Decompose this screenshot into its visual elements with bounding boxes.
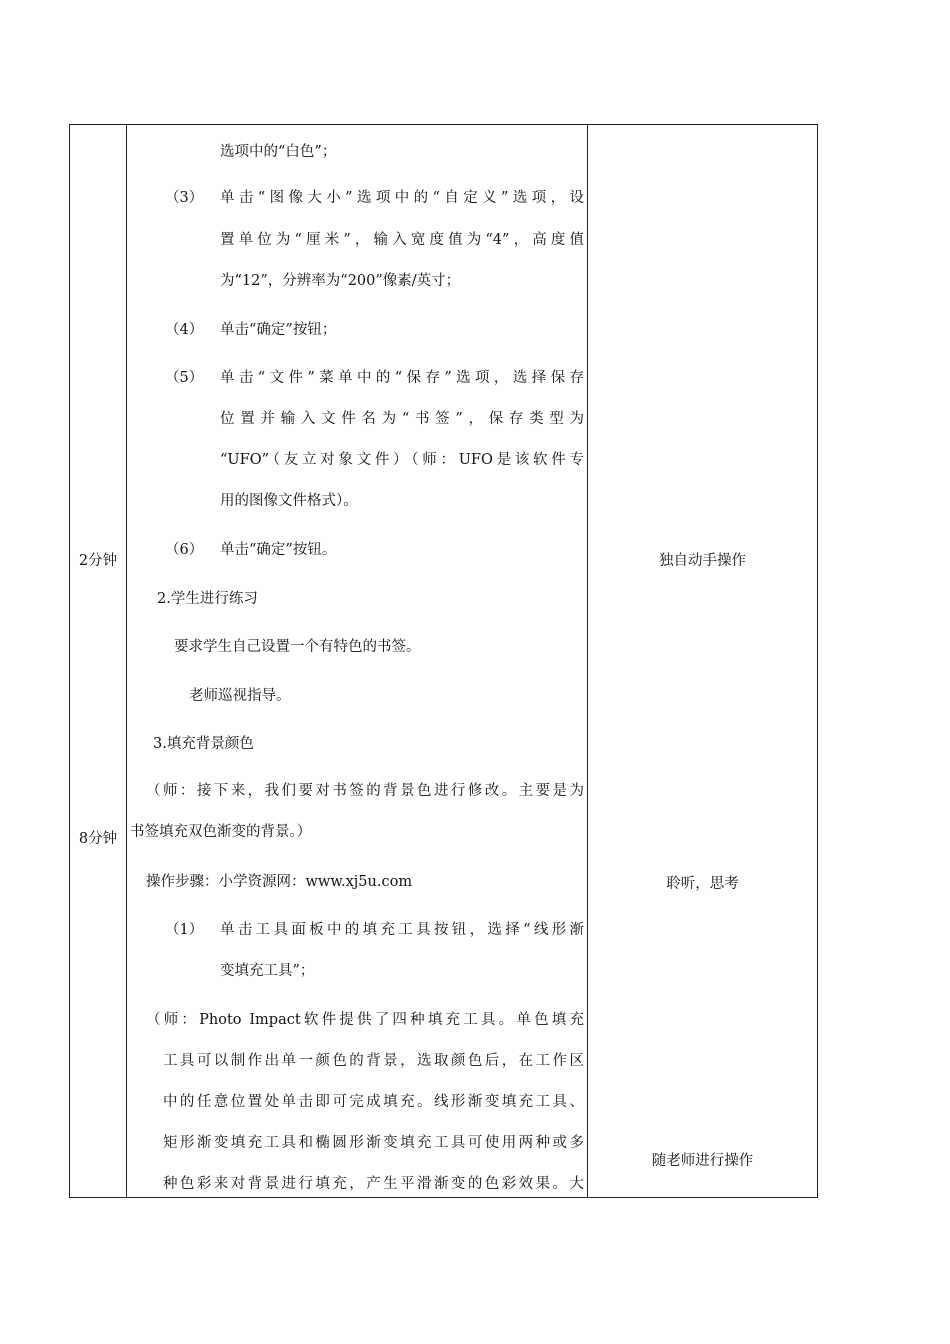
content-line: 单击工具面板中的填充工具按钮，选择“线形渐 (220, 922, 584, 938)
content-line: （师：接下来，我们要对书签的背景色进行修改。主要是为 (146, 783, 584, 799)
content-line: 用的图像文件格式）。 (220, 493, 358, 509)
section-heading: 3.填充背景颜色 (153, 736, 254, 752)
step-number: （3） (165, 190, 204, 206)
content-line: 单击“确定”按钮； (220, 322, 337, 338)
student-activity-1: 独自动手操作 (659, 553, 746, 569)
table-border-bottom (69, 1197, 818, 1198)
content-line: 位置并输入文件名为“书签”，保存类型为 (220, 411, 584, 427)
student-activity-2: 聆听，思考 (666, 876, 739, 892)
student-activity-3: 随老师进行操作 (651, 1153, 754, 1169)
time-cell-2min: 2分钟 (78, 553, 118, 569)
content-line: 选项中的“白色”； (220, 144, 337, 160)
step-number: （6） (165, 542, 204, 558)
content-line: 单击“图像大小”选项中的“自定义”选项，设 (220, 190, 584, 206)
step-number: （5） (165, 370, 204, 386)
content-line: 种色彩来对背景进行填充，产生平滑渐变的色彩效果。大 (163, 1176, 584, 1192)
content-line: “UFO”（友立对象文件）（师：UFO是该软件专 (220, 452, 584, 468)
content-line: 工具可以制作出单一颜色的背景，选取颜色后，在工作区 (163, 1053, 584, 1069)
table-border-right (817, 124, 818, 1198)
table-border-top (69, 124, 818, 125)
content-line: 中的任意位置处单击即可完成填充。线形渐变填充工具、 (163, 1094, 584, 1110)
table-divider-content (587, 124, 588, 1198)
content-line: 为“12”，分辨率为“200”像素/英寸； (220, 273, 461, 289)
time-cell-8min: 8分钟 (78, 831, 118, 847)
section-heading: 2.学生进行练习 (157, 591, 258, 607)
content-line: 置单位为“厘米”，输入宽度值为“4”，高度值 (220, 232, 584, 248)
content-line: 操作步骤：小学资源网：www.xj5u.com (146, 874, 413, 890)
step-number: （4） (165, 322, 204, 338)
content-line: 老师巡视指导。 (189, 688, 291, 704)
content-line: 书签填充双色渐变的背景。） (130, 824, 312, 840)
step-number: （1） (165, 922, 204, 938)
table-divider-time (126, 124, 127, 1198)
content-line: 变填充工具”； (220, 963, 315, 979)
table-border-left (69, 124, 70, 1198)
content-line: 要求学生自己设置一个有特色的书签。 (174, 639, 421, 655)
content-line: 单击“文件”菜单中的“保存”选项，选择保存 (220, 370, 584, 386)
content-line: 单击“确定”按钮。 (220, 542, 337, 558)
content-line: 矩形渐变填充工具和椭圆形渐变填充工具可使用两种或多 (163, 1135, 584, 1151)
content-line: （师：Photo Impact软件提供了四种填充工具。单色填充 (146, 1012, 584, 1028)
